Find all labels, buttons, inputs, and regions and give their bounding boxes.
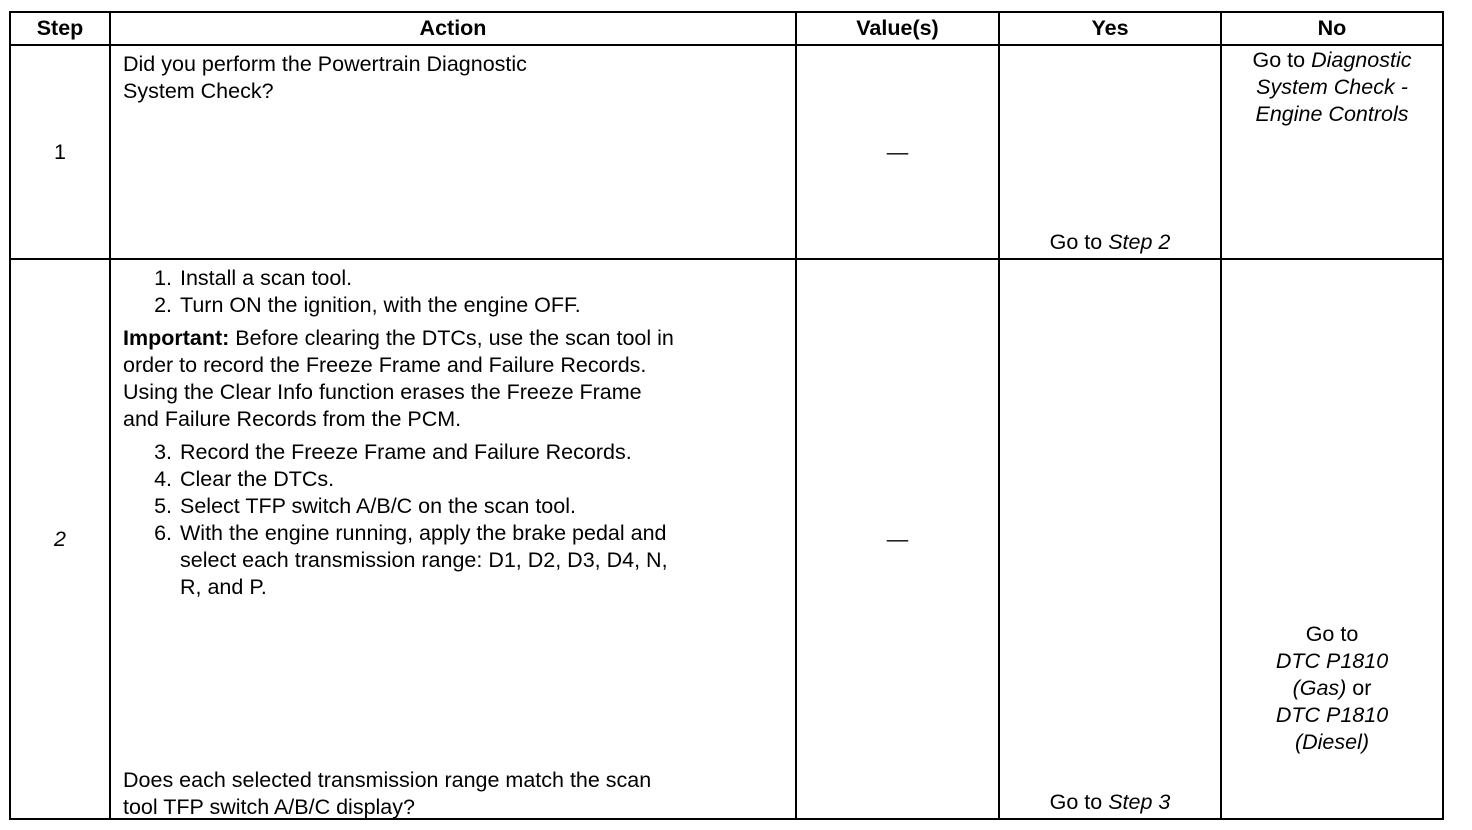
list-item: 1. Install a scan tool. (154, 266, 353, 290)
yes-cell-2 (999, 259, 1221, 819)
header-values: Value(s) (796, 12, 999, 45)
step-number-2: 2 (10, 259, 110, 819)
list-item: 5. Select TFP switch A/B/C on the scan tool. (154, 494, 576, 518)
header-yes: Yes (999, 12, 1221, 45)
header-no: No (1221, 12, 1443, 45)
no-cell-2 (1221, 259, 1443, 819)
action-question-1: Did you perform the Powertrain Diagnostic System Check? (123, 52, 527, 103)
yes-goto-1: Go to Step 2 (1049, 230, 1171, 254)
steps-list-b (123, 439, 787, 601)
important-label: Important: (123, 326, 230, 350)
steps-list-a (123, 265, 787, 319)
yes-link-step-2[interactable]: Step 2 (1108, 230, 1171, 254)
diagnostic-table (9, 11, 1444, 820)
header-row (10, 12, 1443, 45)
no-link-diagnostic[interactable]: Diagnostic (1311, 48, 1412, 72)
no-link-dtc-gas[interactable]: DTC P1810 (1275, 649, 1389, 673)
no-link-dtc-diesel[interactable]: DTC P1810 (1275, 703, 1389, 727)
action-question-2: Does each selected transmission range match the scan tool TFP switch A/B/C display? (123, 768, 652, 819)
list-item: 6. With the engine running, apply the brake pedal and select each transmission range: D1, D2, D3, D4, N, R, and P. (154, 521, 668, 599)
no-goto-1: Go to Diagnostic System Check - Engine Controls (1252, 48, 1412, 126)
value-cell-2 (796, 259, 999, 819)
header-action: Action (110, 12, 796, 45)
yes-goto-2: Go to Step 3 (1049, 790, 1171, 814)
list-item: 3. Record the Freeze Frame and Failure Records. (154, 440, 632, 464)
list-item: 4. Clear the DTCs. (154, 467, 335, 491)
important-note: Important: Before clearing the DTCs, use the scan tool in order to record the Freeze Frame and Failure Records. Using the Clear Info function erases the Freeze Frame and Failure Records from the PCM. (123, 326, 674, 431)
list-item: 2. Turn ON the ignition, with the engine OFF. (154, 293, 581, 317)
yes-link-step-3[interactable]: Step 3 (1108, 790, 1171, 814)
no-goto-2: Go to DTC P1810 (Gas) or DTC P1810 (Diesel) (1222, 621, 1442, 756)
no-cell-1 (1221, 45, 1443, 259)
value-cell-1 (796, 45, 999, 259)
table-row-step-2 (10, 259, 1443, 819)
action-cell-1 (110, 45, 796, 259)
action-cell-2 (110, 259, 796, 819)
header-step: Step (10, 12, 110, 45)
yes-cell-1 (999, 45, 1221, 259)
step-number-1: 1 (10, 45, 110, 259)
table-row-step-1 (10, 45, 1443, 259)
value-dash-2: — (886, 526, 909, 551)
value-dash-1: — (886, 139, 909, 164)
